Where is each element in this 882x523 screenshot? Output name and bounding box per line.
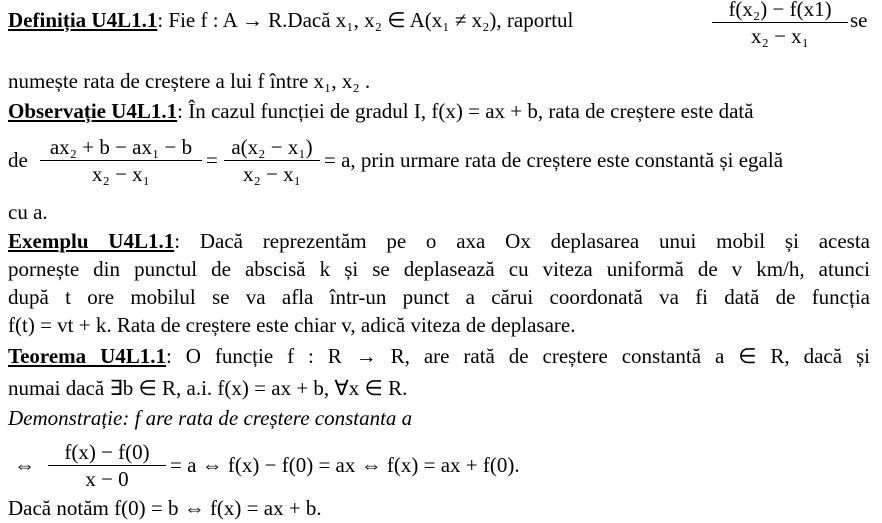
demonstration-text-2: = a ⇔ f(x) − f(0) = ax ⇔ f(x) = ax + f(0). bbox=[170, 453, 520, 477]
demonstration-line-3: Dacă notăm f(0) = b ⇔ f(x) = ax + b. bbox=[8, 496, 322, 520]
definition-line-2: numește rata de creștere a lui f între x₁, x₂ . bbox=[8, 69, 371, 93]
observation-text-2: = a, prin urmare rata de creștere este constantă și egală bbox=[324, 148, 784, 172]
observation-equals: = bbox=[206, 148, 218, 172]
observation-line-1 bbox=[8, 98, 754, 124]
theorem-line-2: numai dacă ∃b ∈ R, a.i. f(x) = ax + b, ∀x ∈ R. bbox=[8, 376, 408, 400]
observation-fraction-1 bbox=[40, 134, 202, 187]
definition-line-1 bbox=[8, 7, 573, 33]
example-line-2: pornește din punctul de abscisă k și se deplasează cu viteza uniformă de v km/h, atunci bbox=[8, 257, 870, 281]
observation-fraction-2-numerator: a(x₂ − x₁) bbox=[231, 135, 313, 159]
observation-fraction-2-denominator: x₂ − x₁ bbox=[243, 162, 301, 186]
example-label: Exemplu U4L1.1 bbox=[8, 229, 175, 253]
definition-fraction-numerator: f(x₂) − f(x1) bbox=[728, 0, 832, 21]
observation-line-3: cu a. bbox=[8, 200, 48, 224]
example-line-4: f(t) = vt + k. Rata de creștere este chiar v, adică viteza de deplasare. bbox=[8, 313, 576, 337]
example-text-1: : Dacă reprezentăm pe o axa Ox deplasarea unui mobil și acesta bbox=[174, 229, 871, 253]
definition-text-se: se bbox=[850, 8, 868, 32]
theorem-line-1 bbox=[8, 343, 870, 369]
demonstration-fraction-denominator: x − 0 bbox=[85, 467, 129, 491]
definition-fraction bbox=[712, 0, 848, 49]
definition-text-1: : Fie f : A → R.Dacă x₁, x₂ ∈ A(x₁ ≠ x₂), raportul bbox=[157, 8, 574, 32]
example-line-1 bbox=[8, 228, 870, 254]
observation-text-de: de bbox=[8, 148, 28, 172]
definition-fraction-denominator: x₂ − x₁ bbox=[751, 24, 809, 48]
observation-label: Observație U4L1.1 bbox=[8, 99, 178, 123]
definition-label: Definiția U4L1.1 bbox=[8, 8, 158, 32]
theorem-text-1: : O funcție f : R → R, are rată de creștere constantă a ∈ R, dacă și bbox=[166, 344, 871, 368]
observation-fraction-1-numerator: ax₂ + b − ax₁ − b bbox=[49, 135, 193, 159]
example-line-3: după t ore mobilul se va afla într-un punct a cărui coordonată va fi dată de funcția bbox=[8, 285, 870, 309]
demonstration-equivalence-arrow: ⇔ bbox=[14, 453, 35, 477]
demonstration-fraction bbox=[48, 439, 166, 492]
observation-text-1: : În cazul funcției de gradul I, f(x) = ax + b, rata de creștere este dată bbox=[177, 99, 754, 123]
demonstration-fraction-numerator: f(x) − f(0) bbox=[64, 440, 150, 464]
theorem-label: Teorema U4L1.1 bbox=[8, 344, 167, 368]
observation-fraction-1-denominator: x₂ − x₁ bbox=[92, 162, 150, 186]
observation-fraction-2 bbox=[224, 134, 320, 187]
demonstration-line-1: Demonstrație: f are rata de creștere constanta a bbox=[8, 406, 413, 430]
